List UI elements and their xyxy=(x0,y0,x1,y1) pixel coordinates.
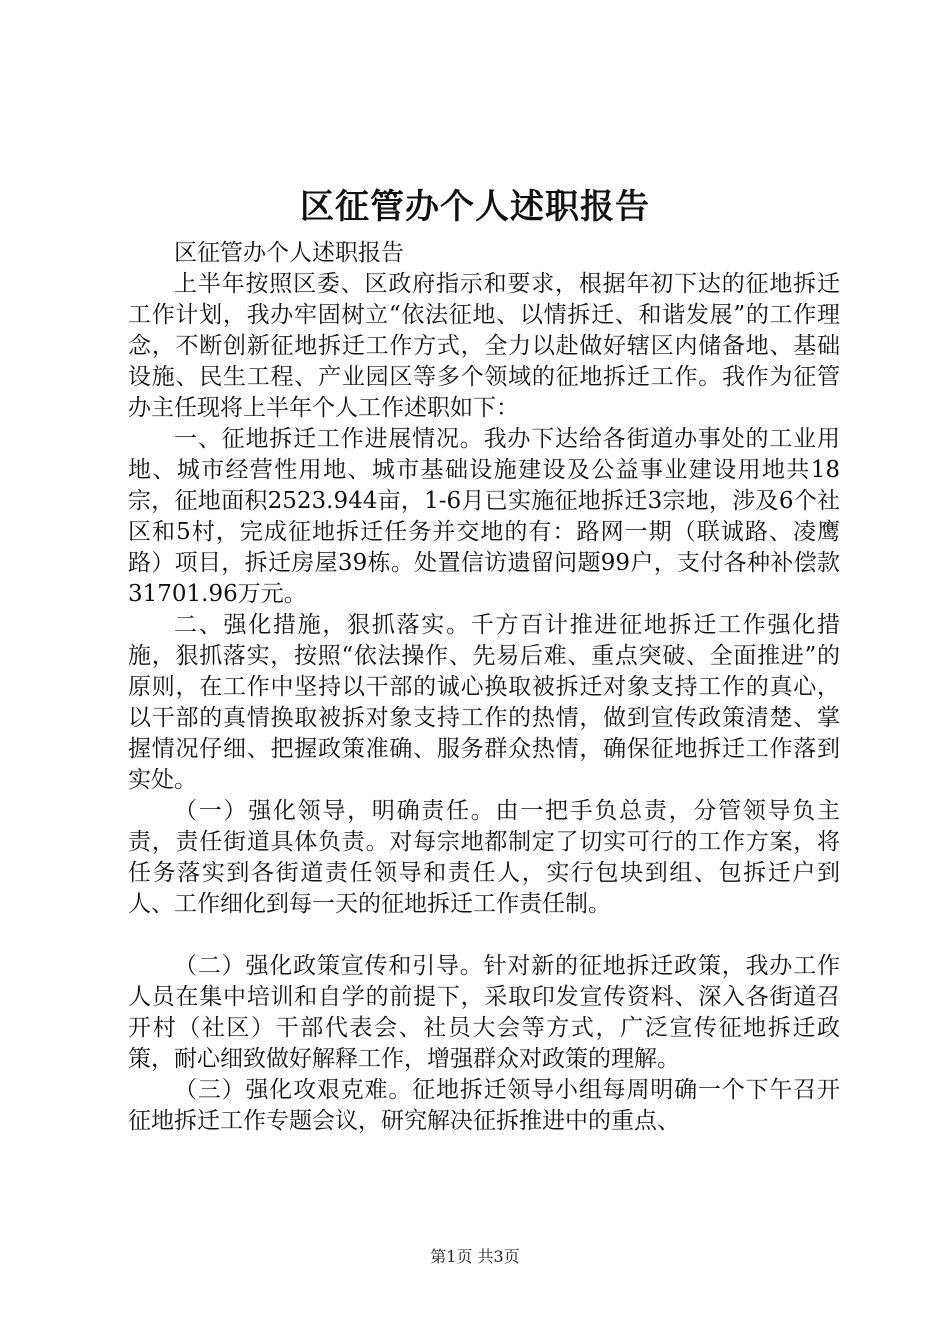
intro-paragraph: 上半年按照区委、区政府指示和要求，根据年初下达的征地拆迁工作计划，我办牢固树立“依法征地、以情拆迁、和谐发展”的工作理念，不断创新征地拆迁工作方式，全力以赴做好辖区内储备地、基础设施、民生工程、产业园区等多个领域的征地拆迁工作。我作为征管办主任现将上半年个人工作述职如下： xyxy=(128,271,840,421)
document-title: 区征管办个人述职报告 xyxy=(300,187,650,227)
difficulty-paragraph: （三）强化攻艰克难。征地拆迁领导小组每周明确一个下午召开征地拆迁工作专题会议，研究解决征拆推进中的重点、 xyxy=(128,1077,840,1134)
leadership-paragraph: （一）强化领导，明确责任。由一把手负总责，分管领导负主责，责任街道具体负责。对每宗地都制定了切实可行的工作方案，将任务落实到各街道责任领导和责任人，实行包块到组、包拆迁户到人、工作细化到每一天的征地拆迁工作责任制。 xyxy=(128,798,840,917)
progress-paragraph: 一、征地拆迁工作进展情况。我办下达给各街道办事处的工业用地、城市经营性用地、城市基础设施建设及公益事业建设用地共18宗，征地面积2523.944亩，1-6月已实施征地拆迁3宗地，涉及6个社区和5村，完成征地拆迁任务并交地的有：路网一期（联诚路、凌鹰路）项目，拆迁房屋39栋。处置信访遗留问题99户，支付各种补偿款31701.96万元。 xyxy=(128,426,840,607)
page-number: 第1页 共3页 xyxy=(430,1247,520,1266)
subtitle-paragraph: 区征管办个人述职报告 xyxy=(174,240,404,266)
policy-paragraph: （二）强化政策宣传和引导。针对新的征地拆迁政策，我办工作人员在集中培训和自学的前提下，采取印发宣传资料、深入各街道召开村（社区）干部代表会、社员大会等方式，广泛宣传征地拆迁政策，耐心细致做好解释工作，增强群众对政策的理解。 xyxy=(128,953,840,1072)
measures-paragraph: 二、强化措施，狠抓落实。千方百计推进征地拆迁工作强化措施，狠抓落实，按照“依法操作、先易后难、重点突破、全面推进”的原则，在工作中坚持以干部的诚心换取被拆迁对象支持工作的真心，以干部的真情换取被拆对象支持工作的热情，做到宣传政策清楚、掌握情况仔细、把握政策准确、服务群众热情，确保征地拆迁工作落到实处。 xyxy=(128,612,840,793)
document-body xyxy=(128,238,840,1137)
